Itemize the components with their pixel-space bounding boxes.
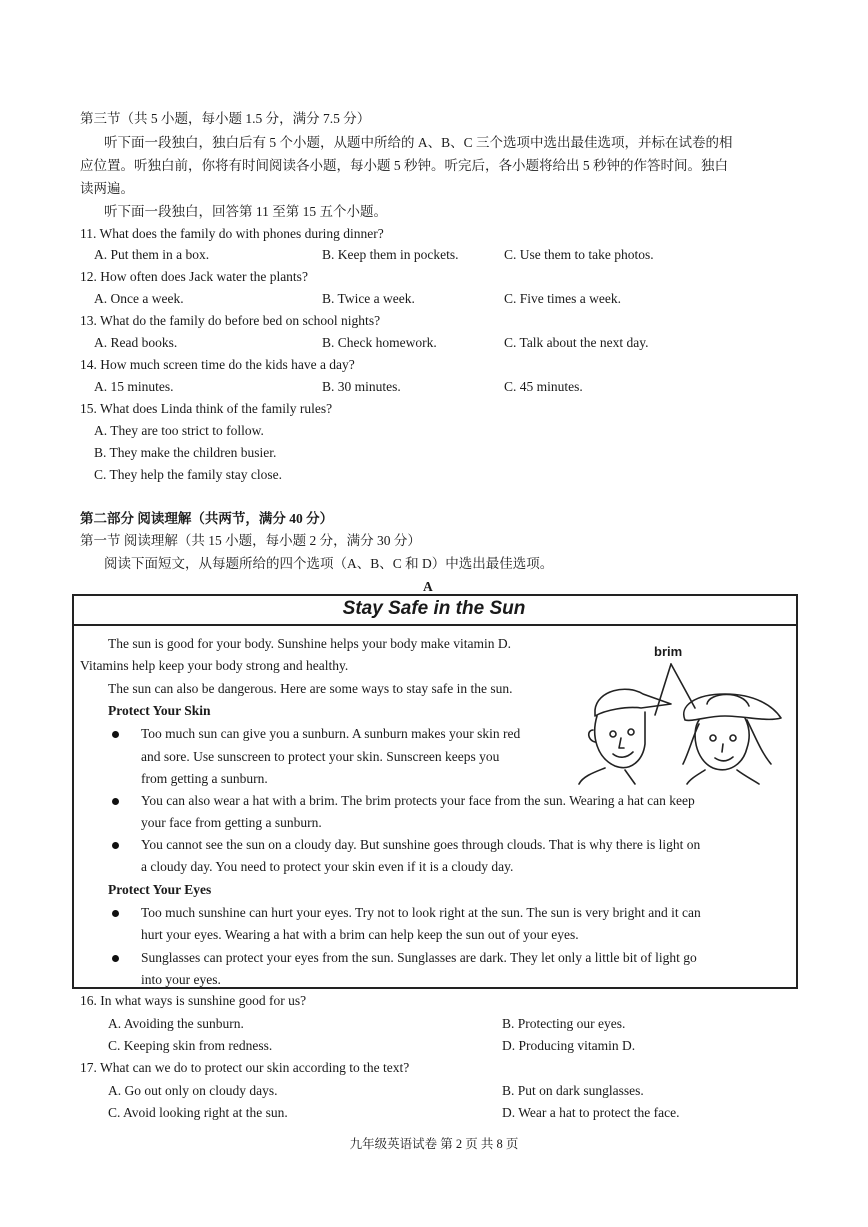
section3-instruction-2: 应位置。听独白前，你将有时间阅读各小题，每小题 5 秒钟。听完后，各小题将给出 5 秒钟的作答时间。独白 [80, 158, 728, 173]
passage-paragraph-1b: Vitamins help keep your body strong and healthy. [80, 658, 349, 673]
title-divider [72, 624, 798, 626]
skin-point-3a: You cannot see the sun on a cloudy day. But sunshine goes through clouds. That is why there is light on [141, 837, 701, 852]
eyes-point-1b: hurt your eyes. Wearing a hat with a brim can help keep the sun out of your eyes. [141, 927, 579, 942]
option-17a: A. Go out only on cloudy days. [108, 1083, 278, 1098]
option-12a: A. Once a week. [94, 291, 184, 306]
passage-title: Stay Safe in the Sun [342, 598, 526, 619]
skin-point-1c: from getting a sunburn. [141, 771, 268, 786]
option-14b: B. 30 minutes. [322, 379, 401, 394]
option-15a: A. They are too strict to follow. [94, 423, 264, 438]
option-16d: D. Producing vitamin D. [502, 1038, 636, 1053]
passage-letter: A [423, 579, 433, 594]
eyes-point-2b: into your eyes. [141, 972, 221, 987]
passage-paragraph-1a: The sun is good for your body. Sunshine helps your body make vitamin D. [108, 636, 511, 651]
question-17: 17. What can we do to protect our skin according to the text? [80, 1060, 410, 1075]
page-footer: 九年级英语试卷 第 2 页 共 8 页 [349, 1137, 519, 1151]
question-14: 14. How much screen time do the kids have a day? [80, 357, 355, 372]
part2-heading: 第二部分 阅读理解（共两节，满分 40 分） [80, 511, 334, 526]
section3-instruction-4: 听下面一段独白，回答第 11 至第 15 五个小题。 [104, 204, 387, 219]
skin-point-1b: and sore. Use sunscreen to protect your skin. Sunscreen keeps you [141, 749, 500, 764]
skin-point-2a: You can also wear a hat with a brim. The brim protects your face from the sun. Wearing a hat can keep [141, 793, 695, 808]
option-11b: B. Keep them in pockets. [322, 247, 459, 262]
option-14a: A. 15 minutes. [94, 379, 174, 394]
section3-instruction-1: 听下面一段独白，独白后有 5 个小题，从题中所给的 A、B、C 三个选项中选出最佳选项，并标在试卷的相 [104, 135, 733, 150]
bullet-icon [112, 798, 119, 805]
skin-point-3b: a cloudy day. You need to protect your skin even if it is a cloudy day. [141, 859, 514, 874]
option-11c: C. Use them to take photos. [504, 247, 654, 262]
option-17b: B. Put on dark sunglasses. [502, 1083, 644, 1098]
eyes-point-1a: Too much sunshine can hurt your eyes. Try not to look right at the sun. The sun is very bright and it can [141, 905, 701, 920]
section3-instruction-3: 读两遍。 [80, 181, 134, 196]
option-16c: C. Keeping skin from redness. [108, 1038, 273, 1053]
option-14c: C. 45 minutes. [504, 379, 583, 394]
option-13c: C. Talk about the next day. [504, 335, 649, 350]
bullet-icon [112, 910, 119, 917]
bullet-icon [112, 731, 119, 738]
skin-point-1a: Too much sun can give you a sunburn. A sunburn makes your skin red [141, 726, 521, 741]
question-11: 11. What does the family do with phones during dinner? [80, 226, 384, 241]
eyes-point-2a: Sunglasses can protect your eyes from the sun. Sunglasses are dark. They let only a little bit of light go [141, 950, 697, 965]
question-12: 12. How often does Jack water the plants? [80, 269, 308, 284]
option-13b: B. Check homework. [322, 335, 437, 350]
part2-instruction: 阅读下面短文，从每题所给的四个选项（A、B、C 和 D）中选出最佳选项。 [104, 556, 554, 571]
passage-paragraph-2: The sun can also be dangerous. Here are some ways to stay safe in the sun. [108, 681, 513, 696]
option-17c: C. Avoid looking right at the sun. [108, 1105, 288, 1120]
kids-with-hats-illustration [575, 660, 790, 785]
heading-protect-eyes: Protect Your Eyes [108, 882, 212, 897]
option-15b: B. They make the children busier. [94, 445, 277, 460]
section3-heading: 第三节（共 5 小题，每小题 1.5 分，满分 7.5 分） [80, 111, 371, 126]
option-12c: C. Five times a week. [504, 291, 621, 306]
question-16: 16. In what ways is sunshine good for us? [80, 993, 307, 1008]
question-13: 13. What do the family do before bed on school nights? [80, 313, 381, 328]
option-17d: D. Wear a hat to protect the face. [502, 1105, 680, 1120]
brim-label: brim [654, 644, 683, 659]
option-15c: C. They help the family stay close. [94, 467, 282, 482]
option-13a: A. Read books. [94, 335, 178, 350]
option-12b: B. Twice a week. [322, 291, 415, 306]
bullet-icon [112, 842, 119, 849]
option-16b: B. Protecting our eyes. [502, 1016, 626, 1031]
part2-subheading: 第一节 阅读理解（共 15 小题，每小题 2 分，满分 30 分） [80, 533, 421, 548]
bullet-icon [112, 955, 119, 962]
skin-point-2b: your face from getting a sunburn. [141, 815, 322, 830]
heading-protect-skin: Protect Your Skin [108, 703, 211, 718]
option-16a: A. Avoiding the sunburn. [108, 1016, 244, 1031]
question-15: 15. What does Linda think of the family rules? [80, 401, 333, 416]
option-11a: A. Put them in a box. [94, 247, 210, 262]
